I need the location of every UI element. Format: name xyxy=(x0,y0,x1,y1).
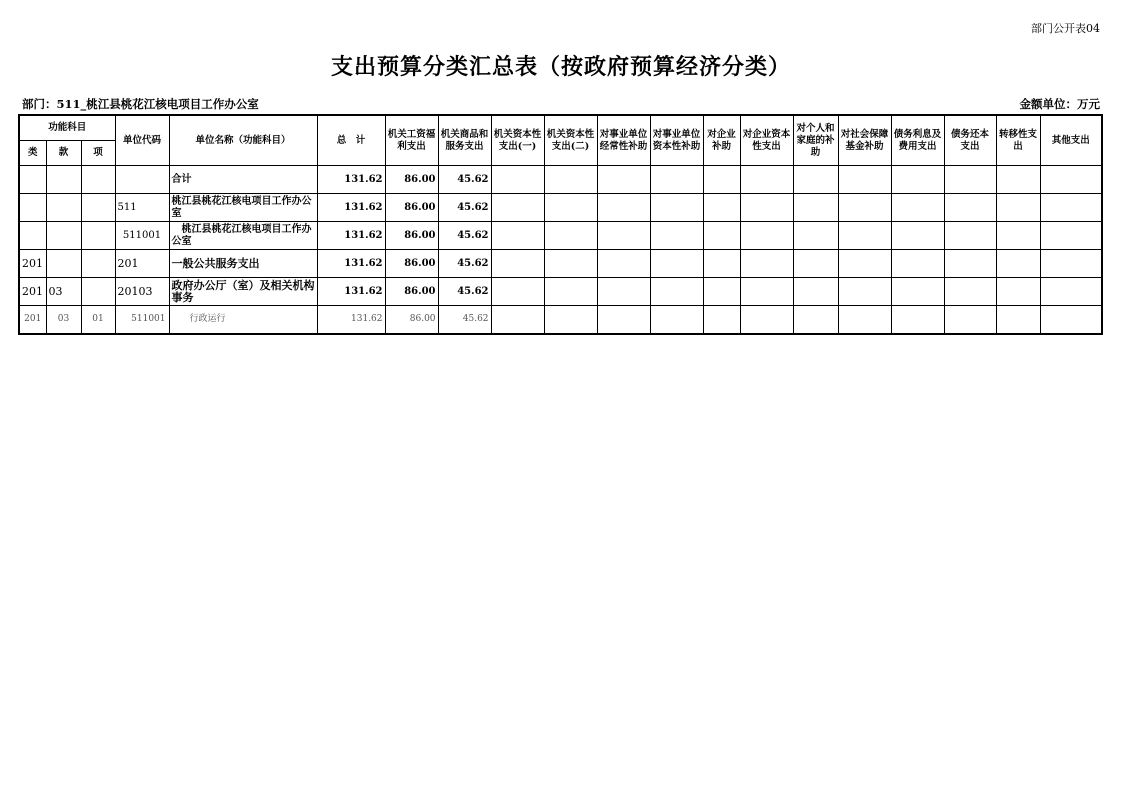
cell-total: 131.62 xyxy=(317,222,385,250)
table-row xyxy=(19,194,1102,222)
page-title: 支出预算分类汇总表（按政府预算经济分类） xyxy=(330,54,791,80)
cell-kuan xyxy=(46,222,81,250)
header-col: 对事业单位资本性补助 xyxy=(650,115,703,166)
cell-total: 131.62 xyxy=(317,166,385,194)
cell-total: 131.62 xyxy=(317,194,385,222)
cell-xiang xyxy=(81,166,115,194)
header-col: 债务利息及费用支出 xyxy=(891,115,944,166)
header-function-subject: 功能科目 xyxy=(19,115,115,141)
header-col: 对企业资本性支出 xyxy=(740,115,793,166)
header-col: 债务还本支出 xyxy=(944,115,996,166)
table-row xyxy=(19,222,1102,250)
cell-wages: 86.00 xyxy=(385,306,438,334)
header-col: 对事业单位经常性补助 xyxy=(597,115,650,166)
cell-xiang: 01 xyxy=(81,306,115,334)
header-col: 机关工资福利支出 xyxy=(385,115,438,166)
budget-table xyxy=(18,114,1103,335)
cell-kuan: 03 xyxy=(46,306,81,334)
cell-lei: 201 xyxy=(19,278,46,306)
header-col: 对个人和家庭的补助 xyxy=(793,115,838,166)
cell-kuan: 03 xyxy=(46,278,81,306)
cell-name: 政府办公厅（室）及相关机构事务 xyxy=(169,278,317,306)
cell-lei: 201 xyxy=(19,306,46,334)
cell-goods-services: 45.62 xyxy=(438,222,491,250)
header-col: 其他支出 xyxy=(1040,115,1102,166)
cell-total: 131.62 xyxy=(317,306,385,334)
cell-name: 合计 xyxy=(169,166,317,194)
cell-xiang xyxy=(81,278,115,306)
cell-xiang xyxy=(81,194,115,222)
cell-lei xyxy=(19,194,46,222)
cell-wages: 86.00 xyxy=(385,250,438,278)
table-row xyxy=(19,278,1102,306)
cell-goods-services: 45.62 xyxy=(438,194,491,222)
cell-code: 511001 xyxy=(115,306,169,334)
cell-lei xyxy=(19,222,46,250)
form-id: 部门公开表04 xyxy=(1031,22,1100,35)
cell-lei xyxy=(19,166,46,194)
cell-xiang xyxy=(81,250,115,278)
header-col: 机关资本性支出(一) xyxy=(491,115,544,166)
cell-goods-services: 45.62 xyxy=(438,306,491,334)
cell-goods-services: 45.62 xyxy=(438,250,491,278)
cell-total: 131.62 xyxy=(317,278,385,306)
cell-wages: 86.00 xyxy=(385,222,438,250)
header-col: 对社会保障基金补助 xyxy=(838,115,891,166)
header-col: 机关商品和服务支出 xyxy=(438,115,491,166)
header-col: 机关资本性支出(二) xyxy=(544,115,597,166)
cell-wages: 86.00 xyxy=(385,166,438,194)
cell-total: 131.62 xyxy=(317,250,385,278)
cell-code: 511 xyxy=(115,194,169,222)
header-lei: 类 xyxy=(19,141,46,166)
cell-code: 20103 xyxy=(115,278,169,306)
department-label: 部门：511_桃江县桃花江核电项目工作办公室 xyxy=(22,97,259,111)
cell-kuan xyxy=(46,250,81,278)
header-col: 转移性支出 xyxy=(996,115,1040,166)
header-unit-code: 单位代码 xyxy=(115,115,169,166)
cell-goods-services: 45.62 xyxy=(438,278,491,306)
header-col: 对企业补助 xyxy=(703,115,740,166)
cell-kuan xyxy=(46,194,81,222)
header-kuan: 款 xyxy=(46,141,81,166)
cell-wages: 86.00 xyxy=(385,278,438,306)
cell-xiang xyxy=(81,222,115,250)
table-row xyxy=(19,166,1102,194)
cell-lei: 201 xyxy=(19,250,46,278)
cell-goods-services: 45.62 xyxy=(438,166,491,194)
cell-code: 201 xyxy=(115,250,169,278)
header-unit-name: 单位名称（功能科目） xyxy=(169,115,317,166)
cell-name: 行政运行 xyxy=(169,306,317,334)
table-row xyxy=(19,306,1102,334)
cell-name: 桃江县桃花江核电项目工作办公室 xyxy=(169,194,317,222)
cell-code: 511001 xyxy=(115,222,169,250)
header-xiang: 项 xyxy=(81,141,115,166)
cell-name: 一般公共服务支出 xyxy=(169,250,317,278)
unit-label: 金额单位：万元 xyxy=(1019,97,1100,111)
cell-wages: 86.00 xyxy=(385,194,438,222)
header-total: 总 计 xyxy=(317,115,385,166)
table-row xyxy=(19,250,1102,278)
cell-kuan xyxy=(46,166,81,194)
cell-name: 桃江县桃花江核电项目工作办公室 xyxy=(169,222,317,250)
cell-code xyxy=(115,166,169,194)
